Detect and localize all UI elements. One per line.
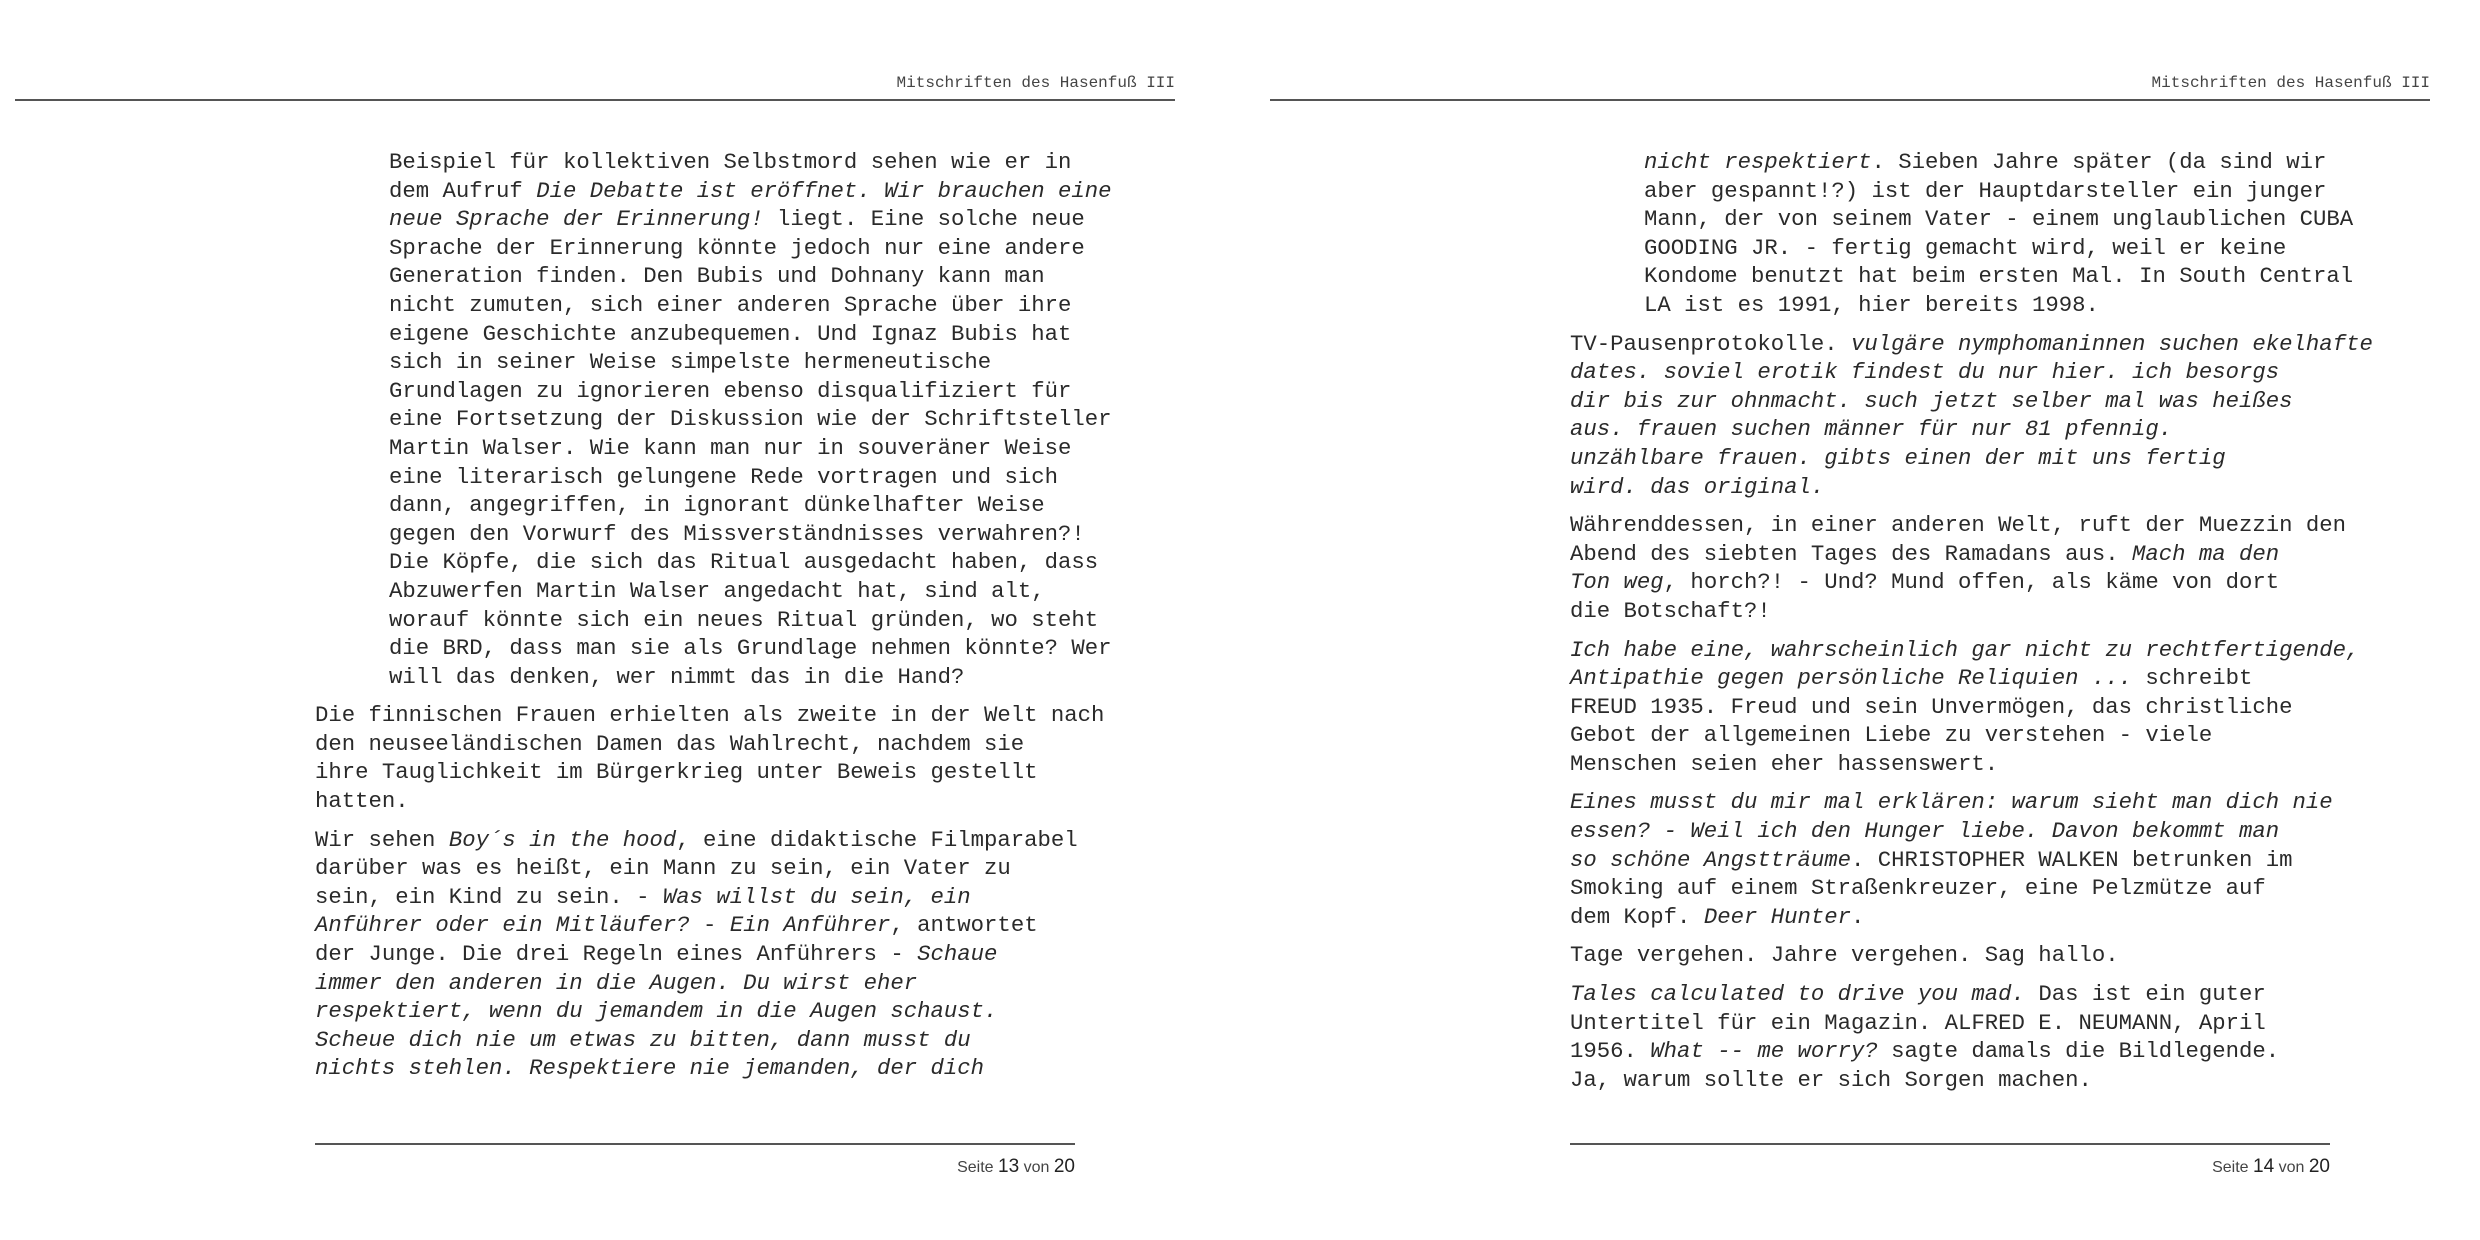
text-line: dann, angegriffen, in ignorant dünkelhafter Weise bbox=[389, 492, 1045, 519]
page-13 bbox=[15, 0, 1175, 1240]
paragraph bbox=[1570, 941, 2390, 970]
text-line: eine Fortsetzung der Diskussion wie der Schriftsteller bbox=[389, 406, 1112, 433]
paragraph-continuation bbox=[1570, 148, 2390, 320]
text-line: Untertitel für ein Magazin. ALFRED E. NEUMANN, April bbox=[1570, 1009, 2266, 1036]
text-line: Menschen seien eher hassenswert. bbox=[1570, 750, 1999, 777]
text-line: der Junge. Die drei Regeln eines Anführers - Schaue bbox=[315, 941, 998, 968]
text-line: Ich habe eine, wahrscheinlich gar nicht zu rechtfertigende, bbox=[1570, 636, 2360, 663]
text-line: Abzuwerfen Martin Walser angedacht hat, sind alt, bbox=[389, 577, 1045, 604]
text-line: dir bis zur ohnmacht. such jetzt selber mal was heißes bbox=[1570, 387, 2293, 414]
text-line: aus. frauen suchen männer für nur 81 pfennig. bbox=[1570, 416, 2173, 443]
footer-rule bbox=[1570, 1143, 2330, 1145]
text-line: Tales calculated to drive you mad. Das ist ein guter bbox=[1570, 981, 2266, 1008]
text-line: nicht respektiert. Sieben Jahre später (da sind wir bbox=[1644, 149, 2327, 175]
text-line: Smoking auf einem Straßenkreuzer, eine Pelzmütze auf bbox=[1570, 875, 2266, 902]
text-line: Beispiel für kollektiven Selbstmord sehen wie er in bbox=[389, 149, 1072, 175]
text-line: dem Aufruf Die Debatte ist eröffnet. Wir brauchen eine bbox=[389, 177, 1112, 204]
text-line: aber gespannt!?) ist der Hauptdarsteller ein junger bbox=[1644, 177, 2327, 204]
paragraph bbox=[1570, 980, 2390, 1094]
text-line: Antipathie gegen persönliche Reliquien ... schreibt bbox=[1570, 665, 2253, 692]
text-line: nichts stehlen. Respektiere nie jemanden, der dich bbox=[315, 1055, 985, 1082]
text-line: essen? - Weil ich den Hunger liebe. Davon bekommt man bbox=[1570, 818, 2280, 845]
text-line: Währenddessen, in einer anderen Welt, ruft der Muezzin den bbox=[1570, 512, 2347, 539]
paragraph bbox=[1570, 330, 2390, 502]
footer-rule bbox=[315, 1143, 1075, 1145]
text-line: Wir sehen Boy´s in the hood, eine didaktische Filmparabel bbox=[315, 826, 1078, 853]
text-line: gegen den Vorwurf des Missverständnisses verwahren?! bbox=[389, 520, 1085, 547]
text-line: Die Köpfe, die sich das Ritual ausgedacht haben, dass bbox=[389, 549, 1099, 576]
text-line: sich in seiner Weise simpelste hermeneutische bbox=[389, 349, 992, 376]
text-line: dem Kopf. Deer Hunter. bbox=[1570, 903, 1865, 930]
text-line: worauf könnte sich ein neues Ritual gründen, wo steht bbox=[389, 606, 1099, 633]
text-line: den neuseeländischen Damen das Wahlrecht, nachdem sie bbox=[315, 730, 1025, 757]
text-line: GOODING JR. - fertig gemacht wird, weil er keine bbox=[1644, 234, 2287, 261]
text-line: hatten. bbox=[315, 788, 409, 815]
text-line: Die finnischen Frauen erhielten als zweite in der Welt nach bbox=[315, 702, 1105, 729]
text-line: will das denken, wer nimmt das in die Hand? bbox=[389, 663, 965, 690]
page-14 bbox=[1270, 0, 2430, 1240]
text-line: die BRD, dass man sie als Grundlage nehmen könnte? Wer bbox=[389, 635, 1112, 662]
page-number: 14 bbox=[2253, 1156, 2275, 1177]
text-line: Martin Walser. Wie kann man nur in souveräner Weise bbox=[389, 434, 1072, 461]
text-line: Tage vergehen. Jahre vergehen. Sag hallo. bbox=[1570, 942, 2119, 969]
running-header: Mitschriften des Hasenfuß III bbox=[896, 74, 1175, 92]
page-body bbox=[315, 148, 1135, 1093]
text-line: neue Sprache der Erinnerung! liegt. Eine solche neue bbox=[389, 206, 1085, 233]
paragraph bbox=[315, 826, 1135, 1083]
running-header: Mitschriften des Hasenfuß III bbox=[2151, 74, 2430, 92]
text-line: Mann, der von seinem Vater - einem unglaublichen CUBA bbox=[1644, 206, 2354, 233]
text-line: TV-Pausenprotokolle. vulgäre nymphomaninnen suchen ekelhafte bbox=[1570, 330, 2373, 357]
page-footer: Seite 14 von 20 bbox=[2212, 1156, 2330, 1177]
page-total: 20 bbox=[2308, 1156, 2330, 1177]
text-line: Scheue dich nie um etwas zu bitten, dann musst du bbox=[315, 1026, 971, 1053]
text-line: Generation finden. Den Bubis und Dohnany kann man bbox=[389, 263, 1045, 290]
text-line: Abend des siebten Tages des Ramadans aus. Mach ma den bbox=[1570, 540, 2280, 567]
text-line: Kondome benutzt hat beim ersten Mal. In South Central bbox=[1644, 263, 2354, 290]
text-line: Anführer oder ein Mitläufer? - Ein Anführer, antwortet bbox=[315, 912, 1038, 939]
header-rule bbox=[1270, 99, 2430, 101]
text-line: immer den anderen in die Augen. Du wirst eher bbox=[315, 969, 918, 996]
text-line: darüber was es heißt, ein Mann zu sein, ein Vater zu bbox=[315, 855, 1011, 882]
page-footer: Seite 13 von 20 bbox=[957, 1156, 1075, 1177]
text-line: unzählbare frauen. gibts einen der mit uns fertig bbox=[1570, 444, 2226, 471]
paragraph bbox=[1570, 636, 2390, 779]
text-line: Ton weg, horch?! - Und? Mund offen, als käme von dort bbox=[1570, 569, 2280, 596]
text-line: ihre Tauglichkeit im Bürgerkrieg unter Beweis gestellt bbox=[315, 759, 1038, 786]
paragraph-continuation bbox=[315, 148, 1135, 691]
text-line: Gebot der allgemeinen Liebe zu verstehen - viele bbox=[1570, 722, 2213, 749]
text-line: eigene Geschichte anzubequemen. Und Ignaz Bubis hat bbox=[389, 320, 1072, 347]
paragraph bbox=[315, 701, 1135, 815]
text-line: respektiert, wenn du jemandem in die Augen schaust. bbox=[315, 998, 998, 1025]
text-line: FREUD 1935. Freud und sein Unvermögen, das christliche bbox=[1570, 693, 2293, 720]
text-line: dates. soviel erotik findest du nur hier. ich besorgs bbox=[1570, 359, 2280, 386]
header-rule bbox=[15, 99, 1175, 101]
text-line: nicht zumuten, sich einer anderen Sprache über ihre bbox=[389, 291, 1072, 318]
paragraph bbox=[1570, 788, 2390, 931]
text-line: eine literarisch gelungene Rede vortragen und sich bbox=[389, 463, 1059, 490]
text-line: Sprache der Erinnerung könnte jedoch nur eine andere bbox=[389, 234, 1085, 261]
text-line: Grundlagen zu ignorieren ebenso disqualifiziert für bbox=[389, 377, 1072, 404]
text-line: wird. das original. bbox=[1570, 473, 1825, 500]
text-line: sein, ein Kind zu sein. - Was willst du sein, ein bbox=[315, 883, 971, 910]
text-line: so schöne Angstträume. CHRISTOPHER WALKEN betrunken im bbox=[1570, 846, 2293, 873]
page-body bbox=[1570, 148, 2390, 1104]
text-line: die Botschaft?! bbox=[1570, 597, 1771, 624]
text-line: Eines musst du mir mal erklären: warum sieht man dich nie bbox=[1570, 789, 2333, 816]
text-line: LA ist es 1991, hier bereits 1998. bbox=[1644, 291, 2099, 318]
page-total: 20 bbox=[1053, 1156, 1075, 1177]
text-line: 1956. What -- me worry? sagte damals die Bildlegende. bbox=[1570, 1038, 2280, 1065]
text-line: Ja, warum sollte er sich Sorgen machen. bbox=[1570, 1066, 2092, 1093]
paragraph bbox=[1570, 511, 2390, 625]
page-number: 13 bbox=[998, 1156, 1020, 1177]
